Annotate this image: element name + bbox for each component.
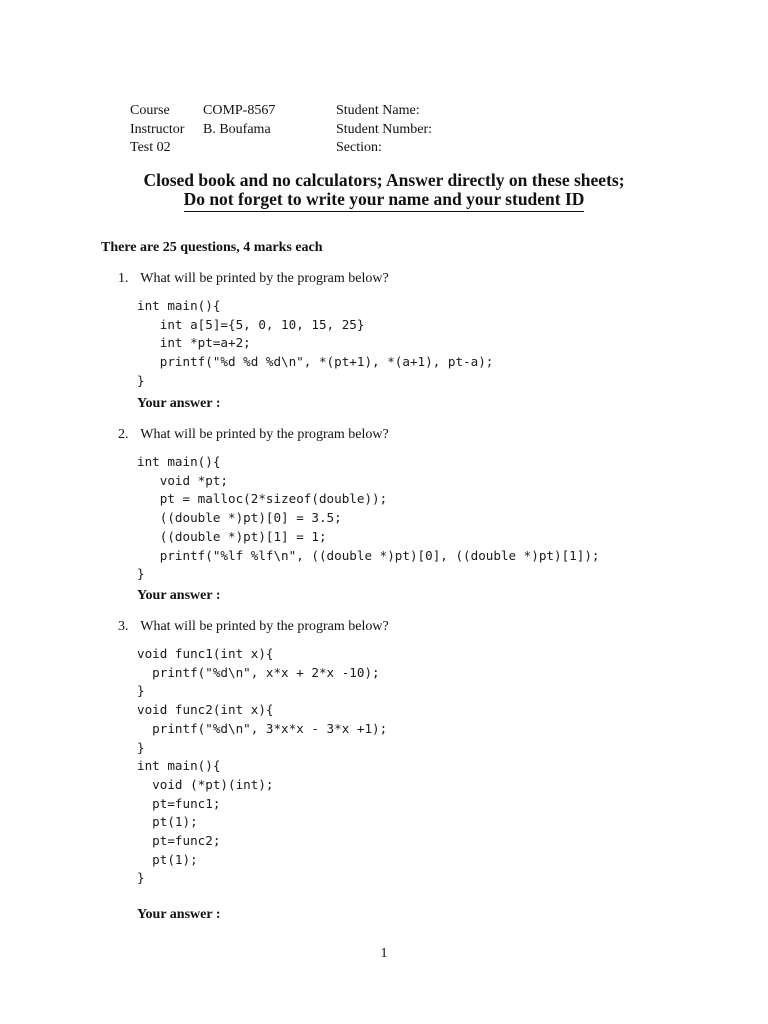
code-block-1: int main(){ int a[5]={5, 0, 10, 15, 25} int *pt=a+2; printf("%d %d %d\n", *(pt+1), *(a+1), pt-a); }: [137, 298, 494, 388]
course-value: COMP-8567: [203, 103, 276, 118]
question-1: [118, 271, 389, 287]
header-row-instructor: [130, 121, 476, 140]
answer-label-2: Your answer :: [137, 588, 221, 603]
test-label: Test 02: [130, 140, 171, 155]
code-block-3: void func1(int x){ printf("%d\n", x*x + 2*x -10); } void func2(int x){ printf("%d\n", 3*x*x - 3*x +1); } int main(){ void (*pt)(int); pt=func1; pt(1); pt=func2; pt(1); }: [137, 646, 388, 886]
instructions-line-2-text: Do not forget to write your name and your student ID: [184, 189, 585, 212]
course-label: Course: [130, 103, 170, 118]
question-prompt: What will be printed by the program below?: [140, 619, 389, 634]
marks-intro: There are 25 questions, 4 marks each: [101, 240, 323, 255]
question-prompt: What will be printed by the program below?: [140, 427, 389, 442]
student-number-field: Student Number:: [336, 121, 433, 137]
question-number: 3.: [118, 619, 129, 634]
question-3: [118, 619, 389, 635]
question-prompt: What will be printed by the program below?: [140, 271, 389, 286]
exam-header: [130, 102, 476, 158]
question-number: 1.: [118, 271, 129, 286]
answer-label-1: Your answer :: [137, 396, 221, 411]
answer-label-3: Your answer :: [137, 907, 221, 922]
page-number: 1: [380, 946, 388, 961]
test-value: [203, 139, 336, 158]
instructions-line-2: [0, 189, 768, 212]
instructor-label: Instructor: [130, 121, 185, 137]
header-row-course: [130, 102, 476, 121]
instructor-value: B. Boufama: [203, 121, 271, 137]
student-name-field: Student Name:: [336, 103, 420, 118]
section-field: Section:: [336, 140, 382, 155]
instructions-line-1: Closed book and no calculators; Answer directly on these sheets;: [143, 170, 625, 190]
question-number: 2.: [118, 427, 129, 442]
header-row-test: [130, 139, 476, 158]
question-2: [118, 427, 389, 443]
code-block-2: int main(){ void *pt; pt = malloc(2*sizeof(double)); ((double *)pt)[0] = 3.5; ((double *)pt)[1] = 1; printf("%lf %lf\n", ((double *)pt)[0], ((double *)pt)[1]); }: [137, 454, 600, 582]
